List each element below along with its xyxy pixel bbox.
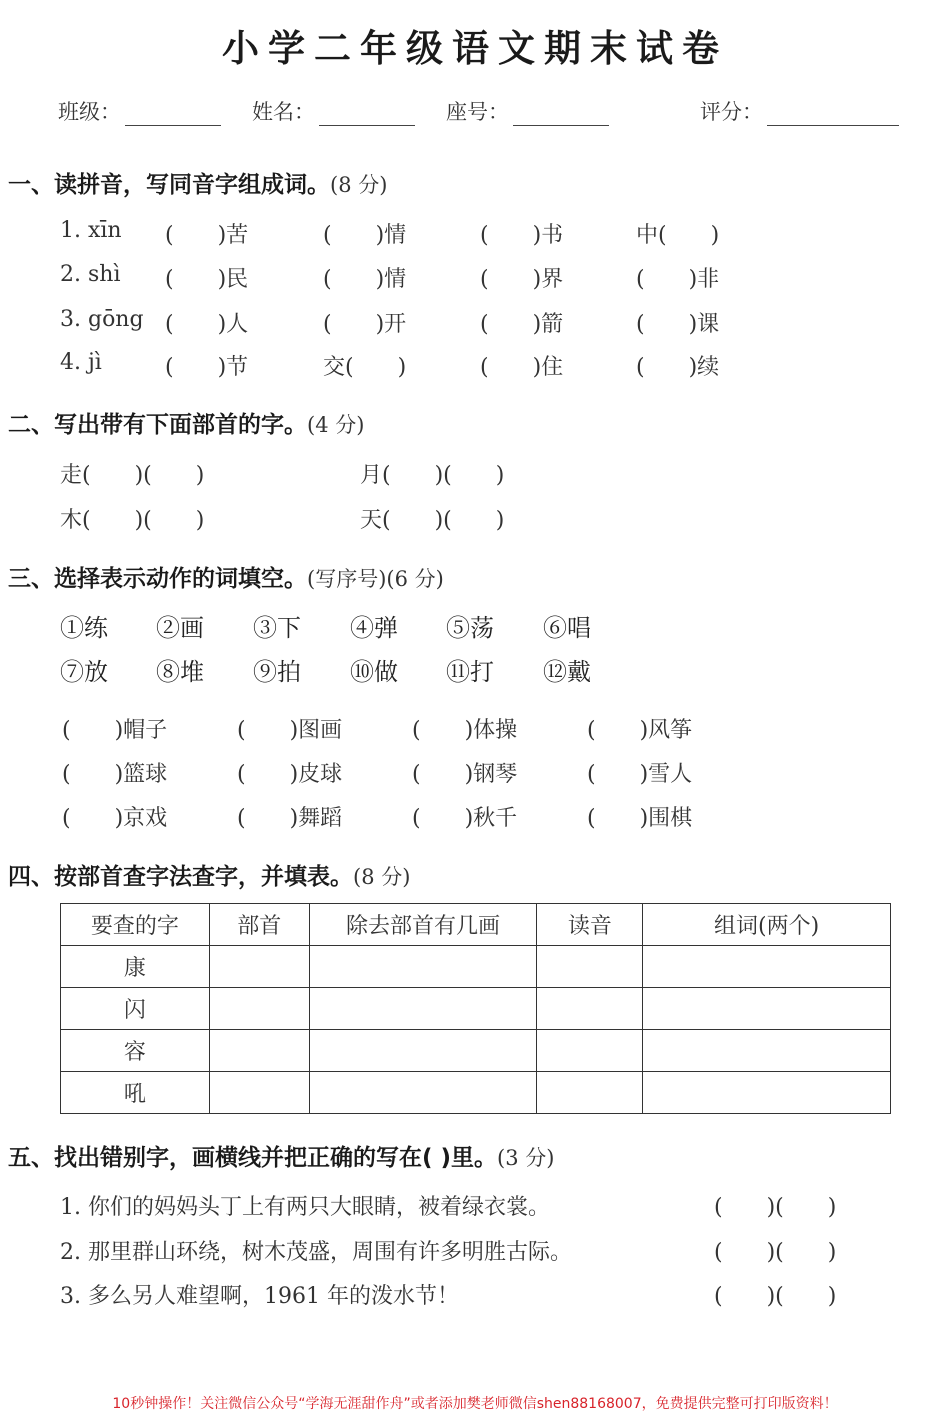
class-blank[interactable] [125,103,221,126]
s3-row-1-item-2[interactable]: ( )图画 [237,718,343,743]
table-answer-cell[interactable] [643,1072,891,1114]
s3-option-9: ⑨拍 [253,658,301,686]
s1-row-3-item-4[interactable]: ( )课 [636,312,720,337]
table-answer-cell[interactable] [209,1072,309,1114]
s2-item-4[interactable]: 天( )( ) [360,508,505,533]
s3-option-2: ②画 [156,614,204,642]
s1-row-2-item-1[interactable]: ( )民 [165,267,249,292]
seat-label: 座号： [446,100,509,124]
table-answer-cell[interactable] [309,1030,537,1072]
s5-sentence-3: 3. 多么另人难望啊，1961 年的泼水节！ [60,1284,459,1309]
table-answer-cell[interactable] [309,946,537,988]
s1-row-1-item-3[interactable]: ( )书 [480,223,564,248]
table-header-cell: 除去部首有几画 [309,904,537,946]
s1-row-4-item-1[interactable]: ( )节 [165,355,249,380]
seat-blank[interactable] [513,103,609,126]
s3-option-6: ⑥唱 [543,614,591,642]
s3-row-3-item-1[interactable]: ( )京戏 [62,806,168,831]
table-char-cell: 闪 [61,988,210,1030]
s3-row-1-item-1[interactable]: ( )帽子 [62,718,168,743]
s1-row-2-item-2[interactable]: ( )情 [323,267,407,292]
section-4-title: 四、按部首查字法查字，并填表。 [8,864,353,890]
s3-row-2-item-1[interactable]: ( )篮球 [62,762,168,787]
s1-row-1-label: 1. xīn [60,218,122,243]
s3-option-10: ⑩做 [350,658,398,686]
table-answer-cell[interactable] [209,946,309,988]
s1-row-1-item-1[interactable]: ( )苦 [165,223,249,248]
score-field[interactable] [700,96,899,126]
table-answer-cell[interactable] [309,988,537,1030]
s1-row-3-item-2[interactable]: ( )开 [323,312,407,337]
table-answer-cell[interactable] [643,1030,891,1072]
class-field[interactable] [58,96,221,126]
section-3-title: 三、选择表示动作的词填空。 [8,566,307,592]
table-answer-cell[interactable] [537,946,643,988]
s3-row-2-item-3[interactable]: ( )钢琴 [412,762,518,787]
s5-sentence-2: 2. 那里群山环绕，树木茂盛，周围有许多明胜古际。 [60,1240,572,1265]
name-field[interactable] [252,96,415,126]
s3-option-1: ①练 [60,614,108,642]
page-title: 小学二年级语文期末试卷 [222,27,728,70]
table-header-cell: 要查的字 [61,904,210,946]
s5-sentence-1: 1. 你们的妈妈头丁上有两只大眼睛，被着绿衣裳。 [60,1195,550,1220]
s2-item-1[interactable]: 走( )( ) [60,463,205,488]
s1-row-3-item-1[interactable]: ( )人 [165,312,249,337]
section-4-heading [8,858,410,891]
s1-row-4-item-2[interactable]: 交( ) [323,355,407,380]
s1-row-2-label: 2. shì [60,262,121,287]
s5-blank-2[interactable]: ( )( ) [714,1240,837,1265]
table-header-cell: 组词(两个) [643,904,891,946]
s3-row-2-item-2[interactable]: ( )皮球 [237,762,343,787]
name-label: 姓名： [252,100,315,124]
s3-option-5: ⑤荡 [446,614,494,642]
seat-field[interactable] [446,96,609,126]
class-label: 班级： [58,100,121,124]
score-blank[interactable] [767,103,899,126]
s3-row-3-item-3[interactable]: ( )秋千 [412,806,518,831]
s2-item-2[interactable]: 月( )( ) [360,463,505,488]
s2-item-3[interactable]: 木( )( ) [60,508,205,533]
section-3-points: (写序号)(6 分) [307,567,444,591]
s3-row-3-item-4[interactable]: ( )围棋 [587,806,693,831]
lookup-table [60,903,891,1114]
s1-row-4-item-3[interactable]: ( )住 [480,355,564,380]
table-header-cell: 读音 [537,904,643,946]
s1-row-1-item-2[interactable]: ( )情 [323,223,407,248]
table-row [61,988,891,1030]
section-1-title: 一、读拼音，写同音字组成词。 [8,172,330,198]
s3-option-8: ⑧堆 [156,658,204,686]
section-3-heading [8,560,444,593]
s3-row-1-item-4[interactable]: ( )风筝 [587,718,693,743]
s3-option-3: ③下 [253,614,301,642]
section-5-title: 五、找出错别字，画横线并把正确的写在( )里。 [8,1145,498,1171]
s1-row-3-item-3[interactable]: ( )箭 [480,312,564,337]
table-answer-cell[interactable] [537,1030,643,1072]
name-blank[interactable] [319,103,415,126]
table-row [61,1072,891,1114]
s1-row-4-item-4[interactable]: ( )续 [636,355,720,380]
table-answer-cell[interactable] [537,1072,643,1114]
s5-blank-1[interactable]: ( )( ) [714,1195,837,1220]
table-answer-cell[interactable] [209,1030,309,1072]
s3-option-11: ⑪打 [446,658,494,686]
s3-option-7: ⑦放 [60,658,108,686]
table-answer-cell[interactable] [537,988,643,1030]
table-answer-cell[interactable] [643,988,891,1030]
table-char-cell: 容 [61,1030,210,1072]
table-answer-cell[interactable] [309,1072,537,1114]
section-1-heading [8,166,387,199]
section-2-points: (4 分) [307,413,365,437]
s3-option-12: ⑫戴 [543,658,591,686]
s3-row-2-item-4[interactable]: ( )雪人 [587,762,693,787]
table-header-cell: 部首 [209,904,309,946]
section-5-points: (3 分) [497,1146,555,1170]
s1-row-2-item-4[interactable]: ( )非 [636,267,720,292]
s3-option-4: ④弹 [350,614,398,642]
table-answer-cell[interactable] [643,946,891,988]
s1-row-2-item-3[interactable]: ( )界 [480,267,564,292]
table-answer-cell[interactable] [209,988,309,1030]
s5-blank-3[interactable]: ( )( ) [714,1284,837,1309]
score-label: 评分： [700,100,763,124]
s1-row-3-label: 3. gōng [60,307,144,332]
section-2-title: 二、写出带有下面部首的字。 [8,412,307,438]
table-char-cell: 吼 [61,1072,210,1114]
footer-promo: 10秒钟操作！关注微信公众号“学海无涯甜作舟”或者添加樊老师微信shen88168007，免费提供完整可打印版资料！ [112,1396,838,1412]
s1-row-4-label: 4. jì [60,350,102,375]
s1-row-1-item-4[interactable]: 中( ) [636,223,720,248]
table-char-cell: 康 [61,946,210,988]
section-2-heading [8,406,364,439]
table-row [61,946,891,988]
s3-row-3-item-2[interactable]: ( )舞蹈 [237,806,343,831]
s3-row-1-item-3[interactable]: ( )体操 [412,718,518,743]
section-4-points: (8 分) [353,865,411,889]
section-5-heading [8,1139,554,1172]
table-header-row [61,904,891,946]
table-row [61,1030,891,1072]
section-1-points: (8 分) [330,173,388,197]
